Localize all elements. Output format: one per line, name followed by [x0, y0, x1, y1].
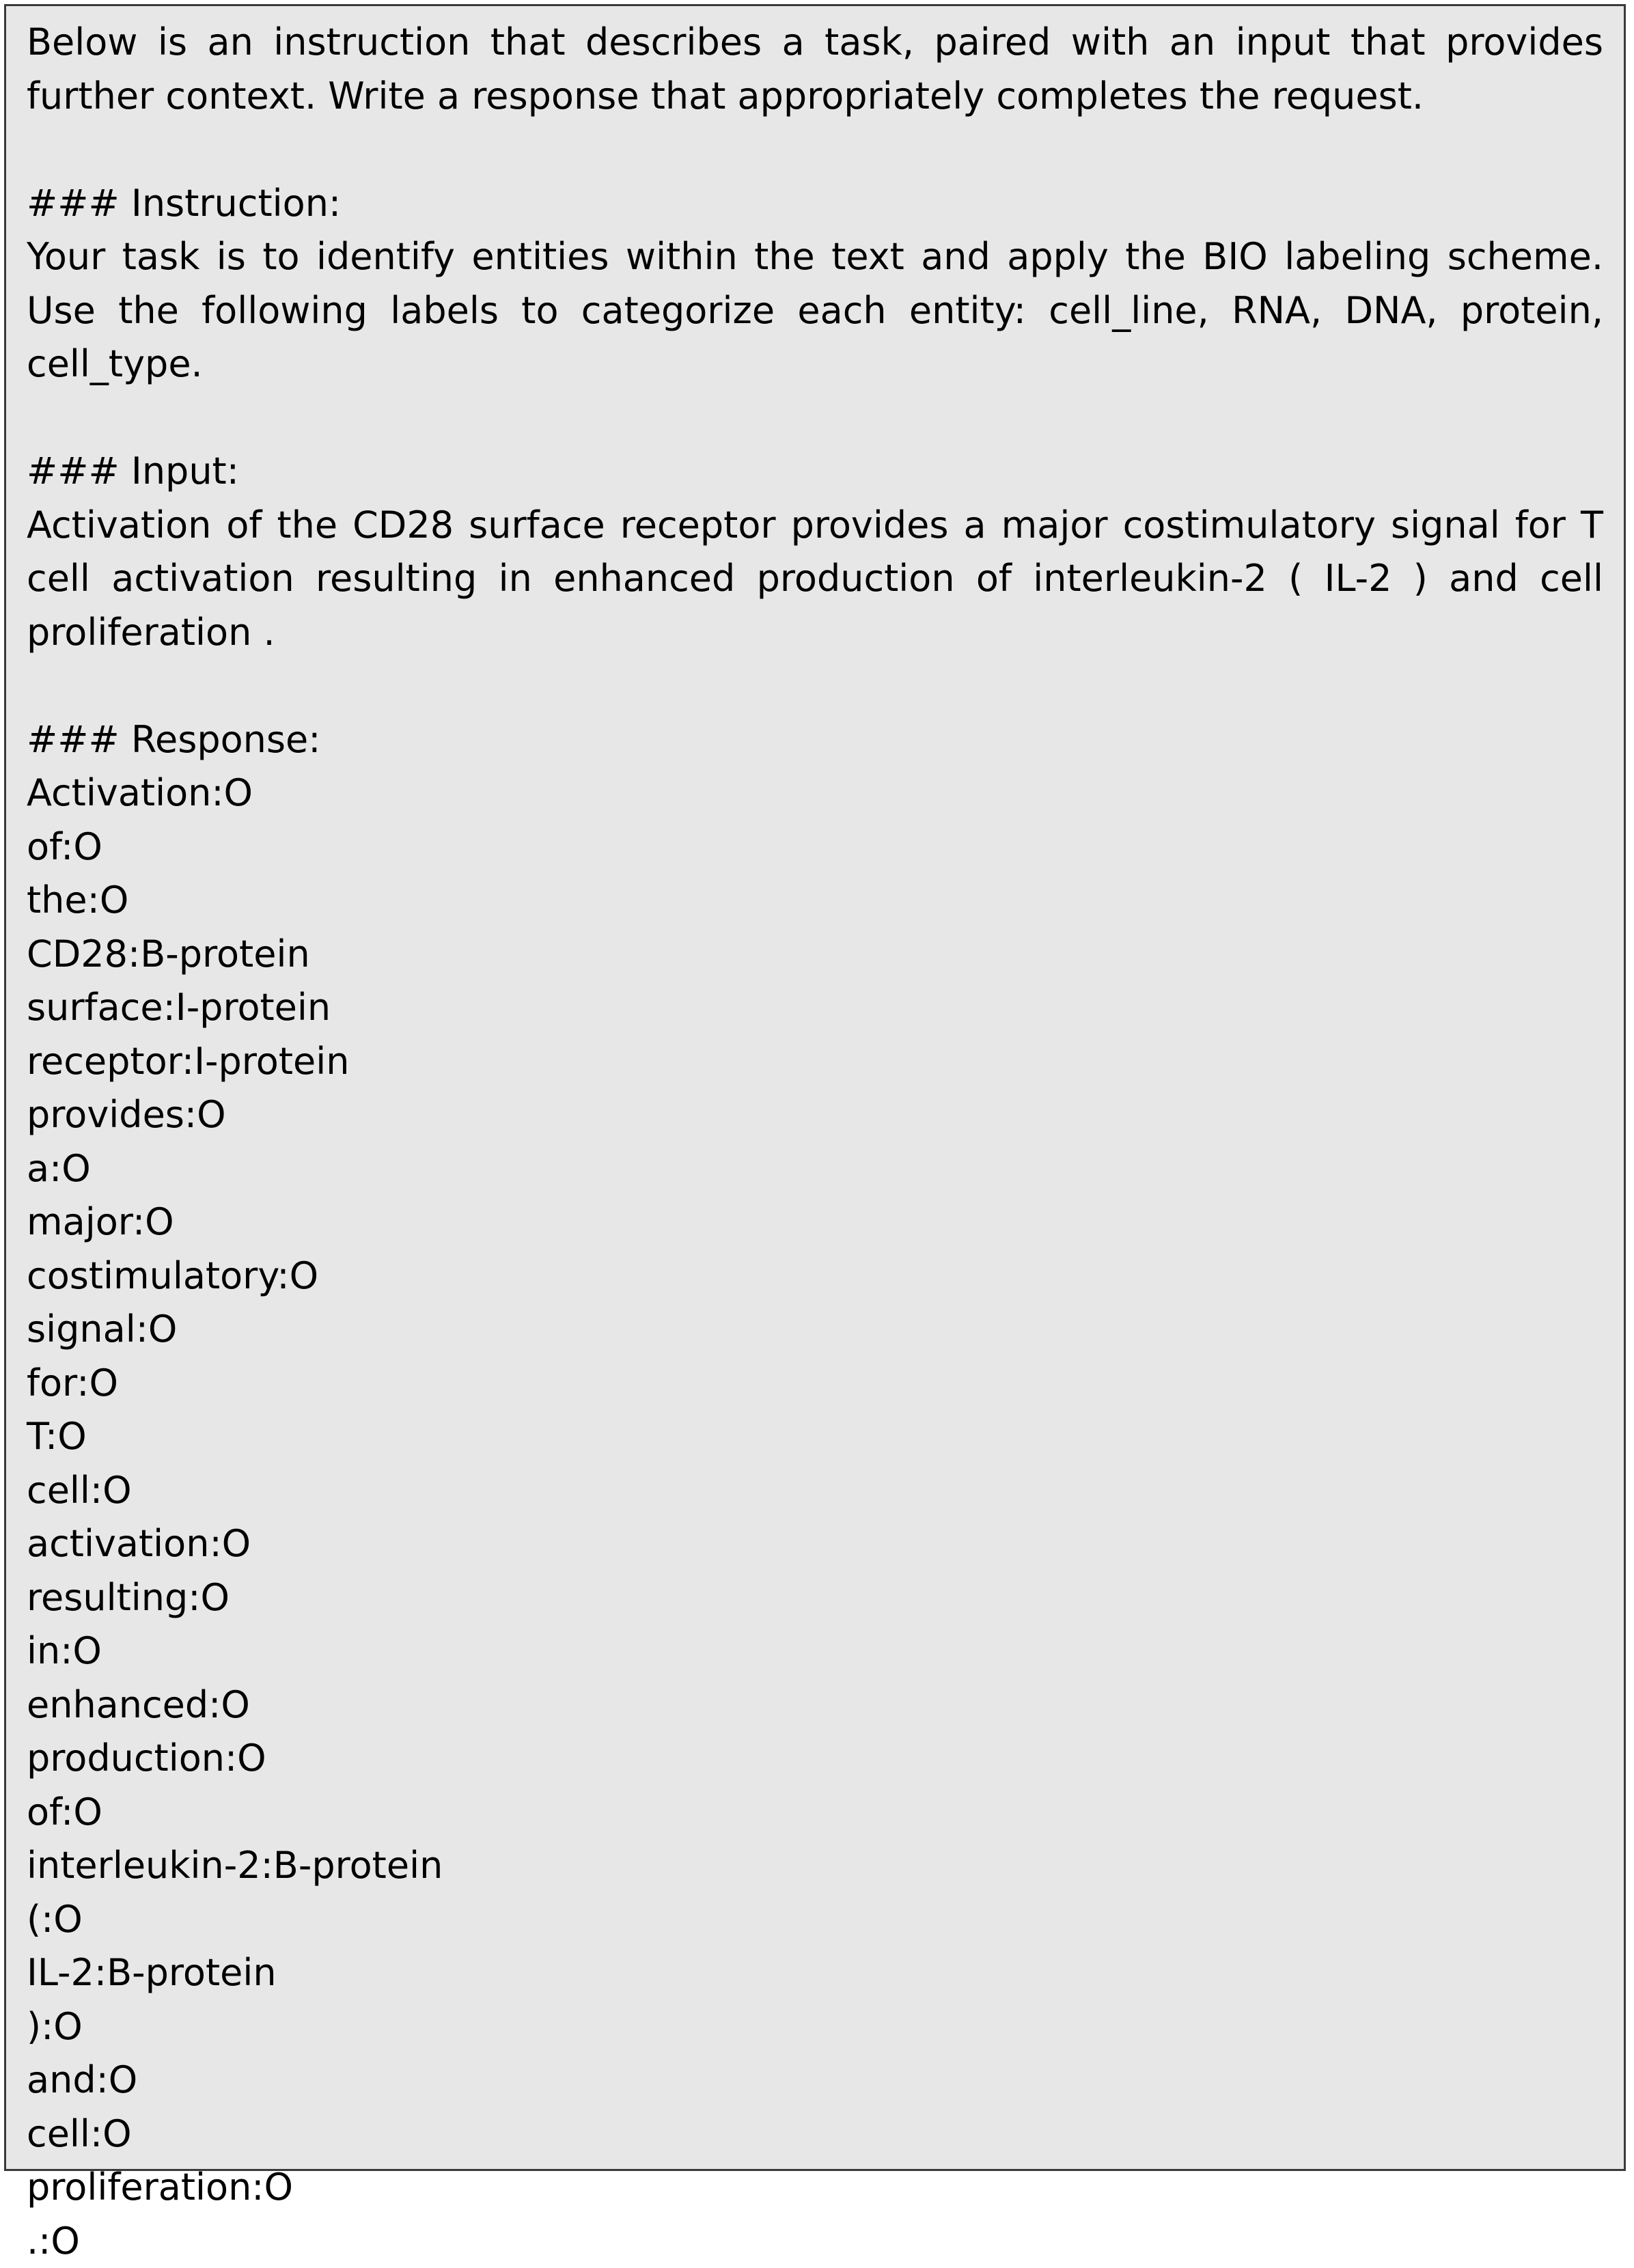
- preamble-text: Below is an instruction that describes a task, paired with an input that provides further context. Write a response that appropriately completes the request.: [27, 16, 1603, 123]
- response-token-line: resulting:O: [27, 1571, 1603, 1625]
- instruction-text: Your task is to identify entities within the text and apply the BIO labeling scheme. Use the following labels to categorize each entity: cell_line, RNA, DNA, protein, cell_type.: [27, 230, 1603, 391]
- instruction-heading: ### Instruction:: [27, 177, 1603, 231]
- response-token-line: costimulatory:O: [27, 1249, 1603, 1303]
- response-token-line: signal:O: [27, 1303, 1603, 1357]
- response-token-line: and:O: [27, 2053, 1603, 2107]
- response-token-line: provides:O: [27, 1088, 1603, 1142]
- response-token-line: .:O: [27, 2215, 1603, 2268]
- response-token-line: activation:O: [27, 1517, 1603, 1571]
- response-token-line: of:O: [27, 820, 1603, 874]
- response-token-line: CD28:B-protein: [27, 928, 1603, 982]
- input-heading: ### Input:: [27, 445, 1603, 499]
- response-token-line: proliferation:O: [27, 2161, 1603, 2215]
- response-token-line: production:O: [27, 1732, 1603, 1786]
- spacer: [27, 659, 1603, 713]
- response-token-line: of:O: [27, 1786, 1603, 1840]
- response-token-line: cell:O: [27, 1464, 1603, 1518]
- input-text: Activation of the CD28 surface receptor provides a major costimulatory signal for T cell activation resulting in enhanced production of interleukin-2 ( IL-2 ) and cell proliferation .: [27, 499, 1603, 660]
- response-token-line: in:O: [27, 1624, 1603, 1678]
- response-token-line: enhanced:O: [27, 1678, 1603, 1732]
- response-token-line: receptor:I-protein: [27, 1035, 1603, 1089]
- response-token-line: for:O: [27, 1357, 1603, 1411]
- response-token-line: IL-2:B-protein: [27, 1946, 1603, 2000]
- response-token-line: a:O: [27, 1142, 1603, 1196]
- response-heading: ### Response:: [27, 713, 1603, 767]
- response-token-line: Activation:O: [27, 766, 1603, 820]
- response-token-line: T:O: [27, 1410, 1603, 1464]
- response-token-line: (:O: [27, 1893, 1603, 1947]
- response-token-list: [27, 766, 1603, 2268]
- response-token-line: major:O: [27, 1195, 1603, 1249]
- spacer: [27, 391, 1603, 445]
- response-token-line: surface:I-protein: [27, 981, 1603, 1035]
- response-token-line: the:O: [27, 874, 1603, 928]
- spacer: [27, 123, 1603, 177]
- response-token-line: interleukin-2:B-protein: [27, 1839, 1603, 1893]
- response-token-line: cell:O: [27, 2107, 1603, 2161]
- response-token-line: ):O: [27, 2000, 1603, 2054]
- prompt-box: [4, 4, 1626, 2171]
